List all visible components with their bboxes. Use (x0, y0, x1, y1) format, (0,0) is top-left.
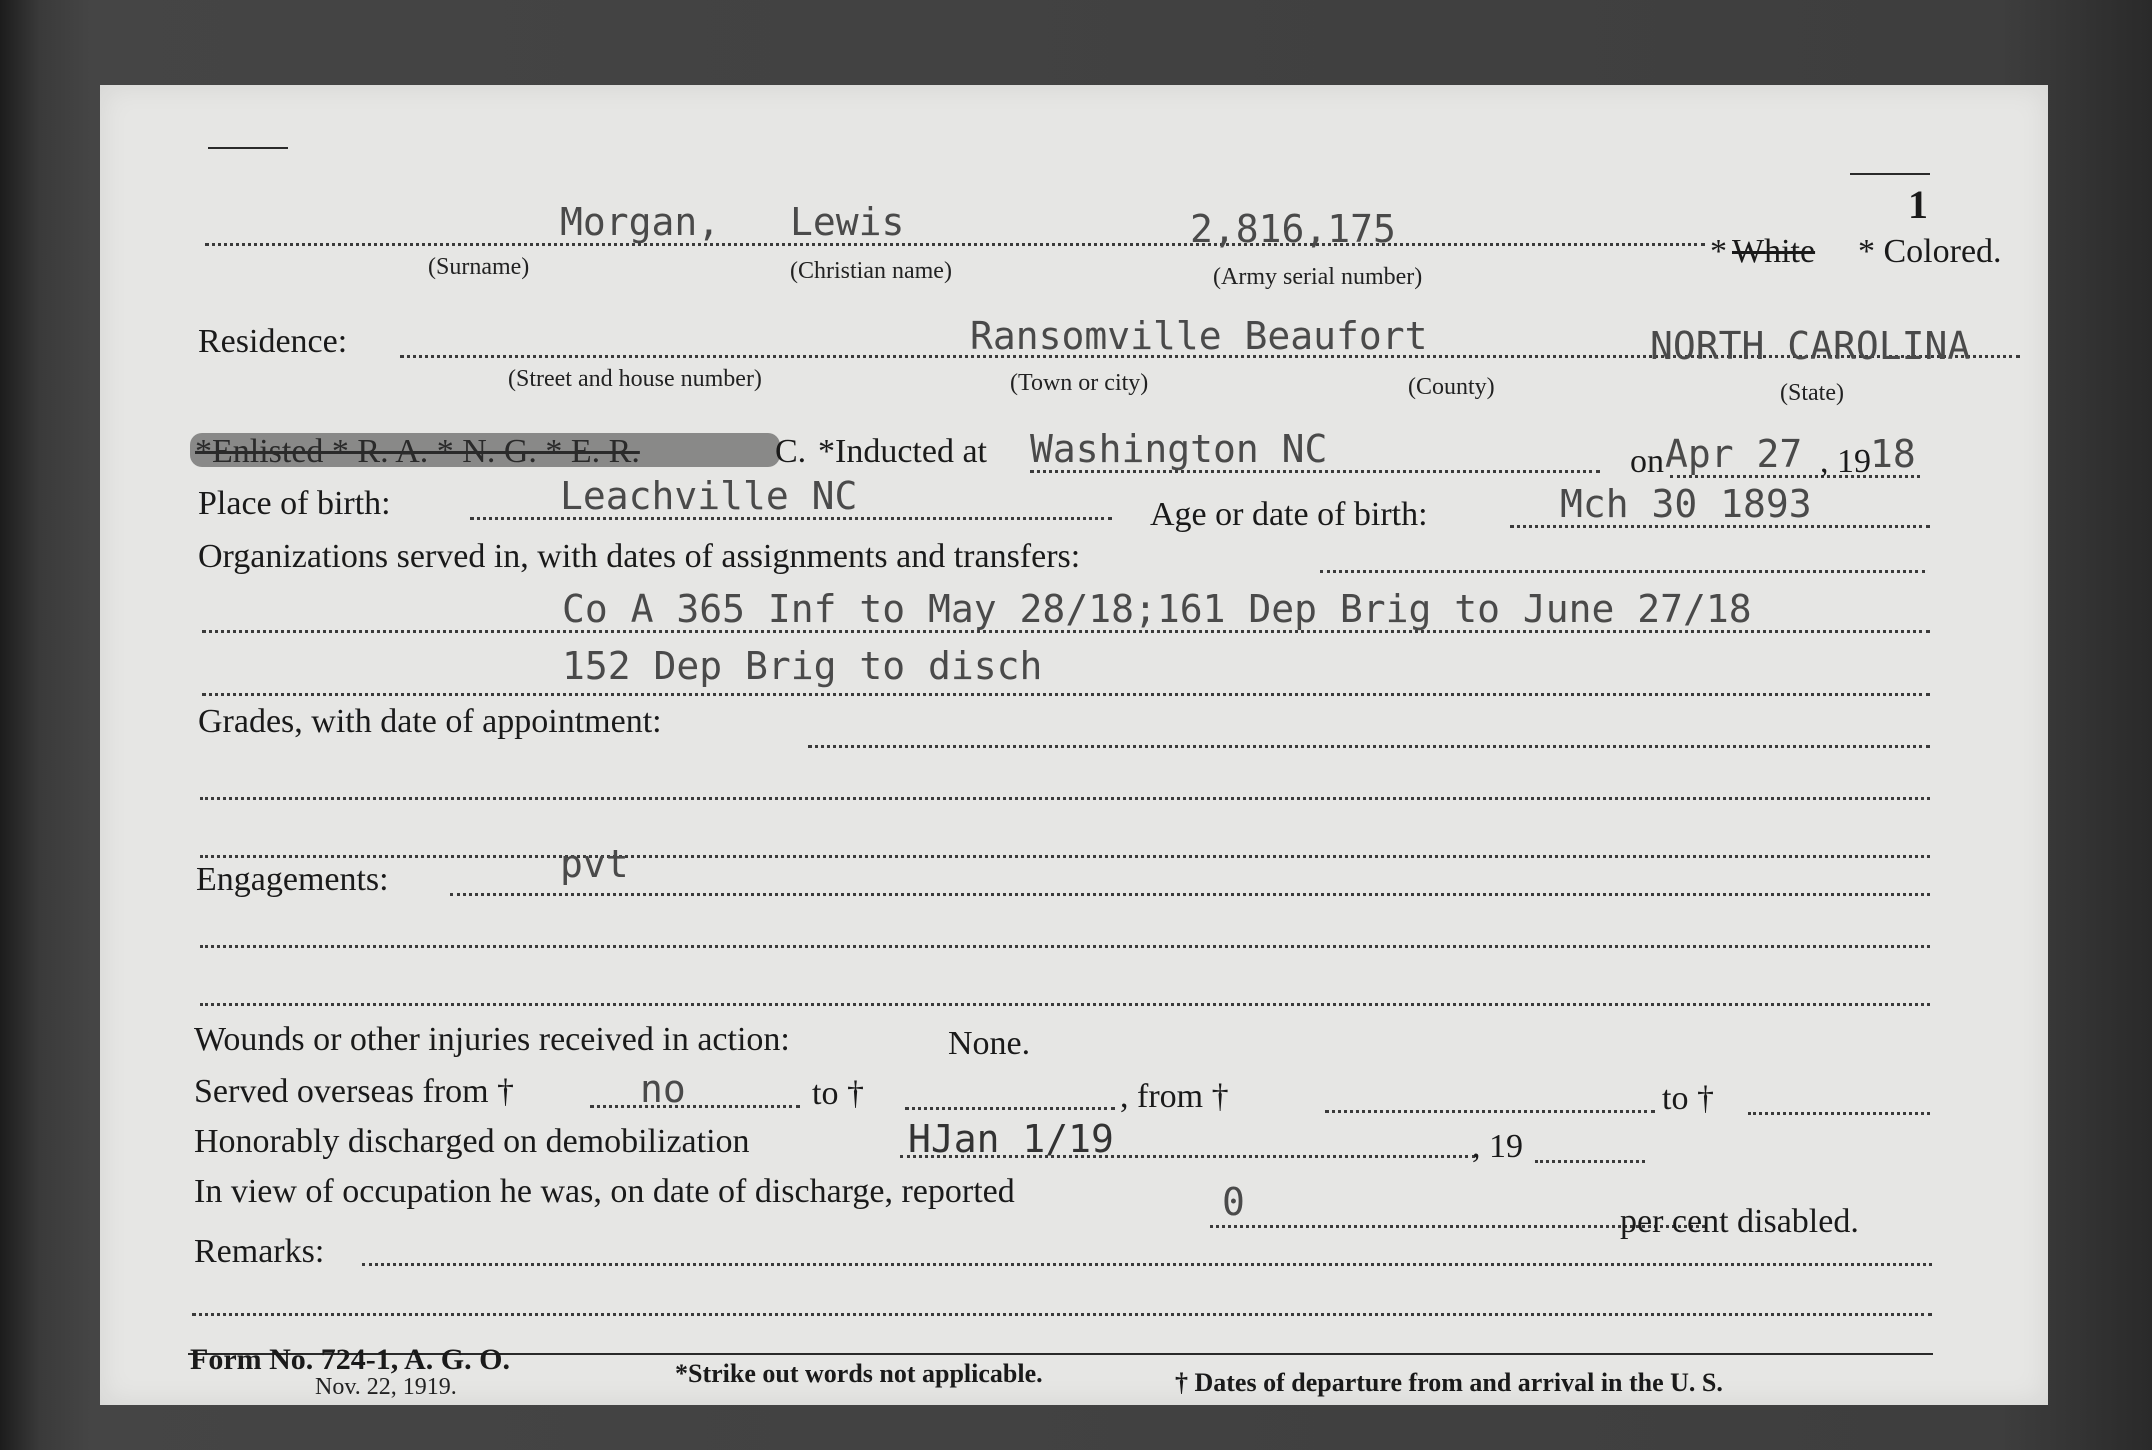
dates-note: † Dates of departure from and arrival in the U. S. (1175, 1368, 1723, 1397)
surname-value: Morgan, (560, 200, 721, 244)
christian-name-value: Lewis (790, 200, 905, 244)
inducted-place: Washington NC (1030, 427, 1328, 471)
disability-value: 0 (1222, 1180, 1245, 1224)
discharge-label: Honorably discharged on demobilization (194, 1123, 750, 1160)
year-suffix: 18 (1870, 432, 1916, 476)
race-colored: * Colored. (1858, 233, 2002, 270)
overseas-from-dotted-line (590, 1105, 800, 1108)
organizations-dotted-line (1320, 570, 1925, 573)
overseas-label: Served overseas from † (194, 1073, 515, 1110)
serial-number-value: 2,816,175 (1190, 207, 1396, 251)
discharge-date-value: HJan 1/19 (908, 1117, 1114, 1161)
overseas-to2-dotted-line (1748, 1112, 1930, 1115)
surname-label: (Surname) (428, 254, 530, 280)
discharge-year-dotted-line (1535, 1160, 1645, 1163)
county-label: (County) (1408, 374, 1495, 400)
year-prefix: , 19 (1820, 443, 1871, 480)
place-of-birth-value: Leachville NC (560, 474, 858, 518)
form-date: Nov. 22, 1919. (315, 1374, 457, 1400)
residence-label: Residence: (198, 323, 348, 360)
residence-state: NORTH CAROLINA (1650, 324, 1971, 368)
overseas-from-value: no (640, 1067, 686, 1111)
card-number-rule (1850, 173, 1930, 175)
inducted-place-dotted-line (1030, 470, 1600, 473)
organizations-line2: 152 Dep Brig to disch (562, 644, 1043, 688)
wounds-label: Wounds or other injuries received in action: (194, 1021, 790, 1058)
organizations-line2-dotted (202, 693, 1930, 696)
grades-dotted-line (808, 745, 1930, 748)
c-label: C. (775, 433, 807, 470)
disability-suffix: per cent disabled. (1620, 1203, 1859, 1240)
form-number: Form No. 724-1, A. G. O. (190, 1343, 510, 1376)
organizations-line1: Co A 365 Inf to May 28/18;161 Dep Brig to June 27/18 (562, 587, 1752, 631)
grades-line2-dotted (200, 797, 1930, 800)
overseas-from2-label: , from † (1120, 1078, 1229, 1115)
christian-name-label: (Christian name) (790, 258, 952, 284)
remarks-line2-dotted (192, 1313, 1932, 1316)
discharge-year-label: , 19 (1472, 1128, 1523, 1165)
race-white-struck: White (1732, 233, 1816, 270)
serial-number-label: (Army serial number) (1213, 264, 1423, 290)
grades-label: Grades, with date of appointment: (198, 703, 662, 740)
engagements-dotted-line (450, 893, 1930, 896)
strike-out-note: *Strike out words not applicable. (675, 1359, 1043, 1388)
town-label: (Town or city) (1010, 370, 1149, 396)
organizations-label: Organizations served in, with dates of assignments and transfers: (198, 538, 1081, 575)
card-number: 1 (1908, 182, 1928, 227)
overseas-to2-label: to † (1662, 1080, 1714, 1117)
inducted-label: *Inducted at (818, 433, 987, 470)
place-of-birth-label: Place of birth: (198, 485, 391, 522)
top-left-rule (208, 147, 288, 149)
overseas-to-label: to † (812, 1075, 864, 1112)
grades-line3-dotted (200, 855, 1930, 858)
wounds-value: None. (948, 1025, 1031, 1062)
engagements-line2-dotted (200, 945, 1930, 948)
disability-label: In view of occupation he was, on date of discharge, reported (194, 1173, 1015, 1210)
inducted-date: Apr 27 (1665, 432, 1803, 476)
residence-town-county: Ransomville Beaufort (970, 314, 1428, 358)
engagements-label: Engagements: (196, 861, 389, 898)
struck-enlistment-options: *Enlisted * R. A. * N. G. * E. R. (195, 433, 640, 470)
street-label: (Street and house number) (508, 366, 762, 392)
overseas-from2-dotted-line (1325, 1110, 1655, 1113)
overseas-to-dotted-line (905, 1107, 1115, 1110)
service-record-card (100, 85, 2048, 1405)
on-label: on (1630, 443, 1664, 480)
date-of-birth-value: Mch 30 1893 (1560, 482, 1812, 526)
state-label: (State) (1780, 380, 1844, 406)
engagements-value: pvt (560, 842, 629, 886)
name-dotted-line (205, 243, 1705, 246)
remarks-label: Remarks: (194, 1233, 325, 1270)
remarks-dotted-line (362, 1263, 1932, 1266)
age-label: Age or date of birth: (1150, 496, 1428, 533)
race-prefix: * (1710, 233, 1727, 270)
engagements-line3-dotted (200, 1003, 1930, 1006)
